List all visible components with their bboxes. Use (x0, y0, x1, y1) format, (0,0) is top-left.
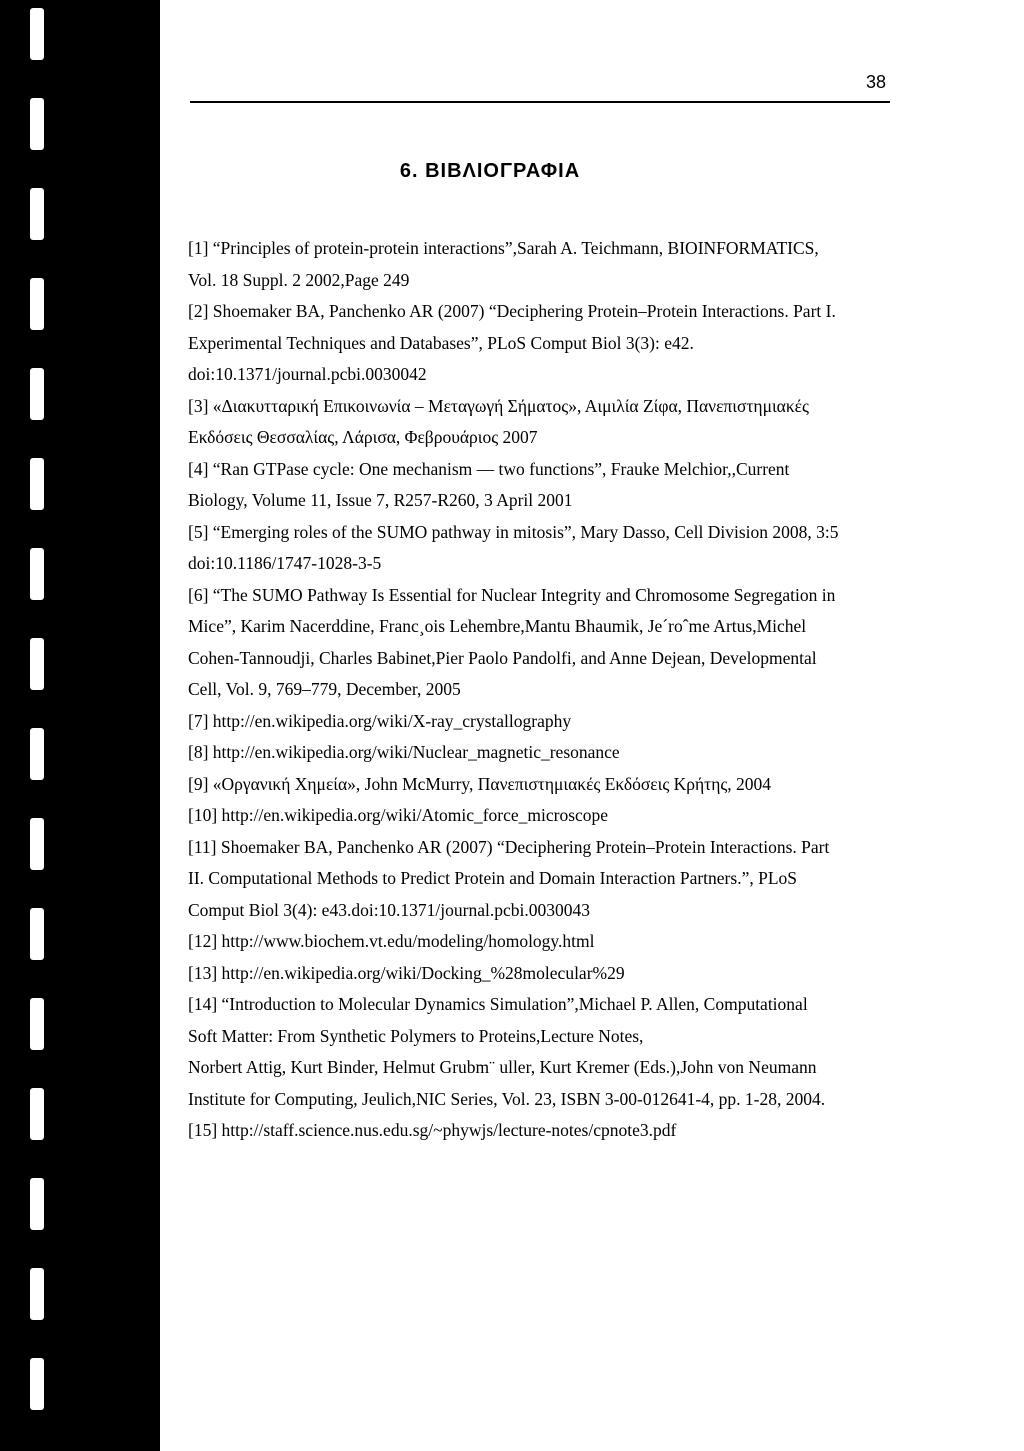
reference-line: [1] “Principles of protein-protein interactions”,Sarah A. Teichmann, BIOINFORMATICS, (188, 238, 819, 258)
section-title: 6. ΒΙΒΛΙΟΓΡΑΦΙΑ (399, 160, 581, 182)
film-strip-border (0, 0, 160, 1451)
reference-entry (188, 989, 908, 1115)
reference-entry (188, 800, 908, 832)
perforation-hole (30, 1358, 44, 1410)
perforation-hole (30, 188, 44, 240)
reference-entry (188, 769, 908, 801)
reference-line: Vol. 18 Suppl. 2 2002,Page 249 (188, 269, 410, 290)
reference-line: [10] http://en.wikipedia.org/wiki/Atomic_force_microscope (188, 805, 609, 825)
reference-line: Cell, Vol. 9, 769–779, December, 2005 (188, 679, 461, 699)
reference-line: Cohen-Tannoudji, Charles Babinet,Pier Paolo Pandolfi, and Anne Dejean, Developmental (188, 647, 817, 668)
reference-line: Institute for Computing, Jeulich,NIC Series, Vol. 23, ISBN 3-00-012641-4, pp. 1-28, 2004. (188, 1088, 826, 1109)
perforation-hole (30, 908, 44, 960)
perforation-hole (30, 548, 44, 600)
reference-entry (188, 737, 908, 769)
reference-line: Biology, Volume 11, Issue 7, R257-R260, 3 April 2001 (188, 490, 573, 510)
reference-line: II. Computational Methods to Predict Protein and Domain Interaction Partners.”, PLoS (188, 868, 797, 888)
reference-entry (188, 233, 908, 296)
reference-line: Soft Matter: From Synthetic Polymers to Proteins,Lecture Notes, (188, 1025, 644, 1046)
reference-entry (188, 517, 908, 580)
reference-line: Norbert Attig, Kurt Binder, Helmut Grubm¨ uller, Kurt Kremer (Eds.),John von Neumann (188, 1057, 817, 1077)
page-number: 38 (866, 72, 887, 92)
perforation-hole (30, 8, 44, 60)
perforation-hole (30, 1088, 44, 1140)
reference-entry (188, 926, 908, 958)
reference-line: [2] Shoemaker BA, Panchenko AR (2007) “Deciphering Protein–Protein Interactions. Part I. (188, 301, 836, 321)
reference-list (188, 233, 908, 1147)
perforation-hole (30, 368, 44, 420)
reference-entry (188, 580, 908, 706)
document-page (160, 0, 1024, 1451)
reference-line: [8] http://en.wikipedia.org/wiki/Nuclear_magnetic_resonance (188, 742, 620, 762)
reference-entry (188, 1115, 908, 1147)
header-rule (190, 101, 890, 103)
reference-line: Comput Biol 3(4): e43.doi:10.1371/journal.pcbi.0030043 (188, 899, 590, 920)
reference-entry (188, 706, 908, 738)
perforation-hole (30, 278, 44, 330)
reference-line: [15] http://staff.science.nus.edu.sg/~phywjs/lecture-notes/cpnote3.pdf (188, 1120, 677, 1140)
perforation-hole (30, 638, 44, 690)
perforation-hole (30, 1178, 44, 1230)
perforation-hole (30, 98, 44, 150)
reference-entry (188, 832, 908, 927)
reference-line: [5] “Emerging roles of the SUMO pathway in mitosis”, Mary Dasso, Cell Division 2008, 3:5 (188, 521, 839, 542)
reference-line: Mice”, Karim Nacerddine, Franc¸ois Lehembre,Mantu Bhaumik, Je´roˆme Artus,Michel (188, 616, 807, 636)
reference-line: Experimental Techniques and Databases”, PLoS Comput Biol 3(3): e42. (188, 332, 694, 353)
reference-line: doi:10.1371/journal.pcbi.0030042 (188, 364, 427, 384)
reference-entry (188, 454, 908, 517)
reference-line: [11] Shoemaker BA, Panchenko AR (2007) “Deciphering Protein–Protein Interactions. Part (188, 836, 830, 857)
reference-line: [13] http://en.wikipedia.org/wiki/Docking_%28molecular%29 (188, 962, 625, 983)
perforation-hole (30, 728, 44, 780)
reference-line: [3] «Διακυτταρική Επικοινωνία – Μεταγωγή Σήματος», Αιμιλία Ζίφα, Πανεπιστημιακές (188, 395, 809, 416)
reference-line: [14] “Introduction to Molecular Dynamics Simulation”,Michael P. Allen, Computational (188, 994, 808, 1014)
reference-entry (188, 296, 908, 391)
reference-line: doi:10.1186/1747-1028-3-5 (188, 553, 382, 573)
reference-line: [4] “Ran GTPase cycle: One mechanism — two functions”, Frauke Melchior,,Current (188, 458, 790, 479)
reference-line: [12] http://www.biochem.vt.edu/modeling/homology.html (188, 931, 595, 951)
reference-line: Εκδόσεις Θεσσαλίας, Λάρισα, Φεβρουάριος 2007 (188, 427, 538, 447)
reference-line: [7] http://en.wikipedia.org/wiki/X-ray_crystallography (188, 710, 572, 731)
perforation-hole (30, 818, 44, 870)
reference-line: [6] “The SUMO Pathway Is Essential for Nuclear Integrity and Chromosome Segregation in (188, 584, 836, 605)
reference-line: [9] «Οργανική Χημεία», John McMurry, Πανεπιστημιακές Εκδόσεις Κρήτης, 2004 (188, 773, 772, 794)
reference-entry (188, 391, 908, 454)
reference-entry (188, 958, 908, 990)
perforation-hole (30, 998, 44, 1050)
perforation-hole (30, 1268, 44, 1320)
perforation-hole (30, 458, 44, 510)
